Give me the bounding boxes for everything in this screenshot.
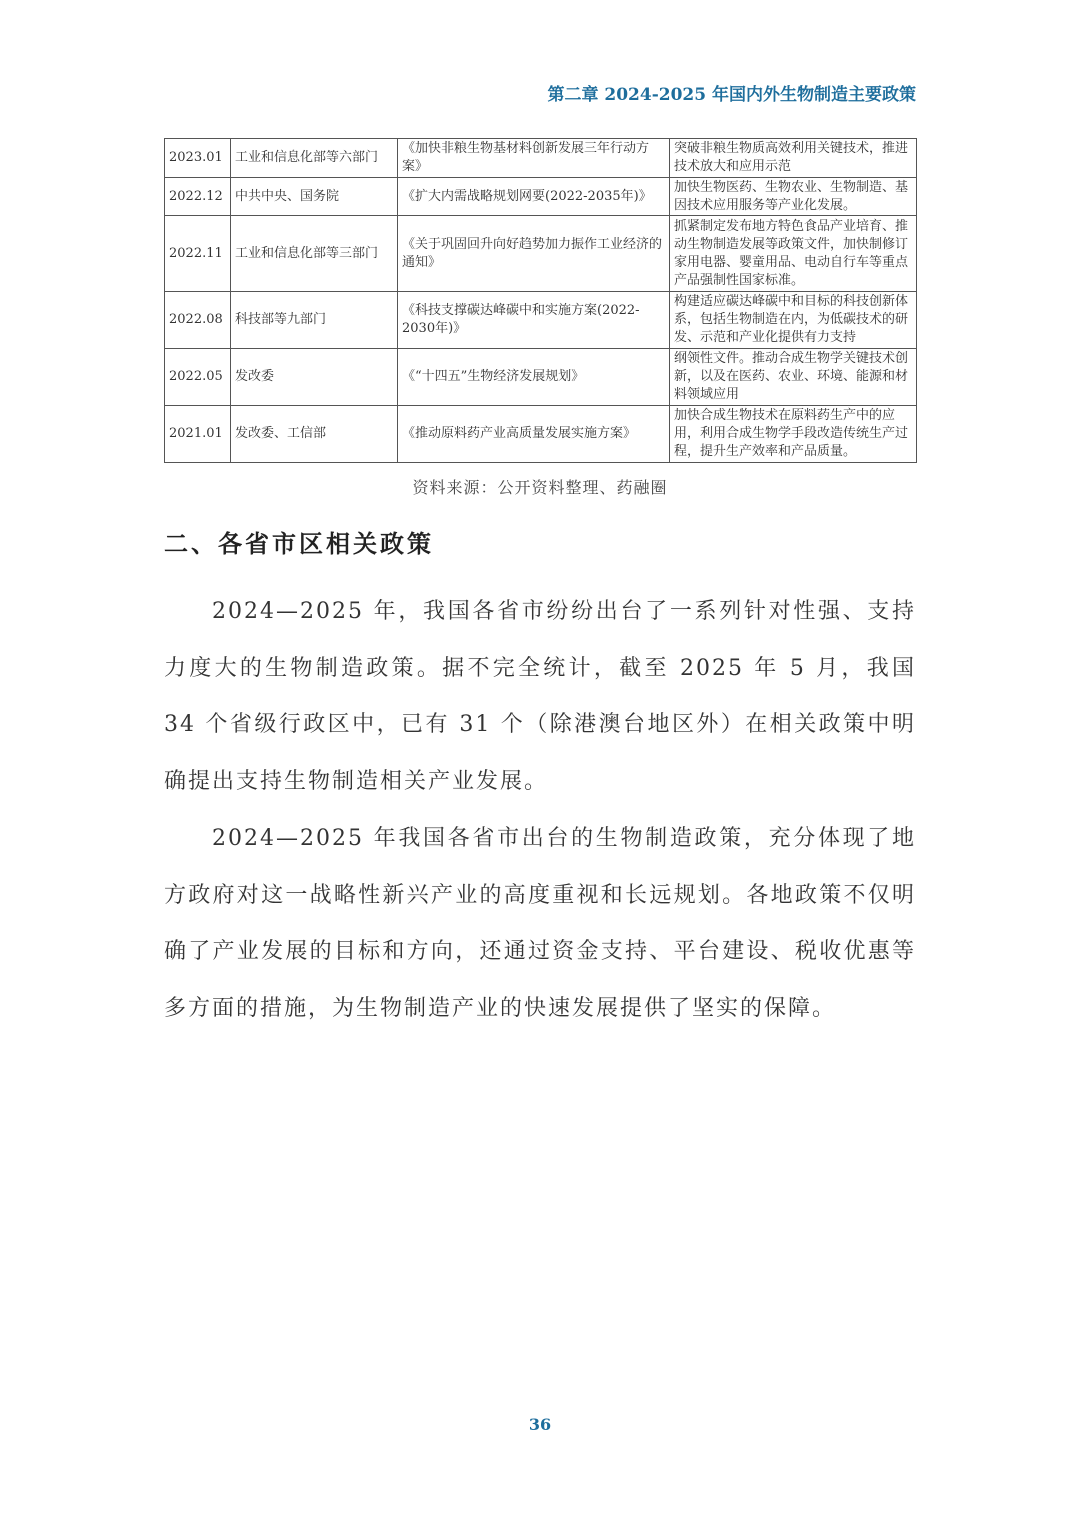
cell-department: 发改委、工信部	[231, 406, 398, 463]
cell-policy: 《科技支撑碳达峰碳中和实施方案(2022-2030年)》	[398, 292, 670, 349]
body-paragraph: 2024—2025 年，我国各省市纷纷出台了一系列针对性强、支持力度大的生物制造政策。据不完全统计，截至 2025 年 5 月，我国 34 个省级行政区中，已有 31 个（除港澳台地区外）在相关政策中明确提出支持生物制造相关产业发展。	[164, 599, 916, 794]
cell-department: 工业和信息化部等三部门	[231, 216, 398, 292]
cell-content: 加快生物医药、生物农业、生物制造、基因技术应用服务等产业化发展。	[670, 178, 917, 216]
source-note: 资料来源：公开资料整理、药融圈	[412, 478, 668, 497]
cell-policy: 《扩大内需战略规划网要(2022-2035年)》	[398, 178, 670, 216]
chapter-header: 第二章 2024-2025 年国内外生物制造主要政策	[547, 85, 916, 105]
table-row	[165, 406, 917, 463]
table-row	[165, 349, 917, 406]
section-title: 二、各省市区相关政策	[164, 530, 434, 558]
cell-content: 构建适应碳达峰碳中和目标的科技创新体系，包括生物制造在内，为低碳技术的研发、示范和产业化提供有力支持	[670, 292, 917, 349]
cell-content: 抓紧制定发布地方特色食品产业培育、推动生物制造发展等政策文件，加快制修订家用电器、婴童用品、电动自行车等重点产品强制性国家标准。	[670, 216, 917, 292]
cell-date: 2023.01	[165, 139, 231, 178]
cell-content: 纲领性文件。推动合成生物学关键技术创新，以及在医药、农业、环境、能源和材料领域应用	[670, 349, 917, 406]
cell-date: 2022.11	[165, 216, 231, 292]
cell-department: 科技部等九部门	[231, 292, 398, 349]
table-row	[165, 139, 917, 178]
table-row	[165, 292, 917, 349]
cell-date: 2022.08	[165, 292, 231, 349]
cell-department: 工业和信息化部等六部门	[231, 139, 398, 178]
cell-content: 加快合成生物技术在原料药生产中的应用，利用合成生物学手段改造传统生产过程，提升生产效率和产品质量。	[670, 406, 917, 463]
cell-policy: 《加快非粮生物基材料创新发展三年行动方案》	[398, 139, 670, 178]
cell-policy: 《“十四五”生物经济发展规划》	[398, 349, 670, 406]
page-number: 36	[528, 1415, 552, 1434]
table-row	[165, 178, 917, 216]
body-paragraph: 2024—2025 年我国各省市出台的生物制造政策，充分体现了地方政府对这一战略性新兴产业的高度重视和长远规划。各地政策不仅明确了产业发展的目标和方向，还通过资金支持、平台建设、税收优惠等多方面的措施，为生物制造产业的快速发展提供了坚实的保障。	[164, 826, 916, 1021]
cell-department: 中共中央、国务院	[231, 178, 398, 216]
cell-date: 2021.01	[165, 406, 231, 463]
policy-table	[164, 138, 917, 463]
cell-date: 2022.05	[165, 349, 231, 406]
cell-content: 突破非粮生物质高效利用关键技术，推进技术放大和应用示范	[670, 139, 917, 178]
cell-date: 2022.12	[165, 178, 231, 216]
table-row	[165, 216, 917, 292]
cell-policy: 《关于巩固回升向好趋势加力振作工业经济的通知》	[398, 216, 670, 292]
cell-department: 发改委	[231, 349, 398, 406]
cell-policy: 《推动原料药产业高质量发展实施方案》	[398, 406, 670, 463]
